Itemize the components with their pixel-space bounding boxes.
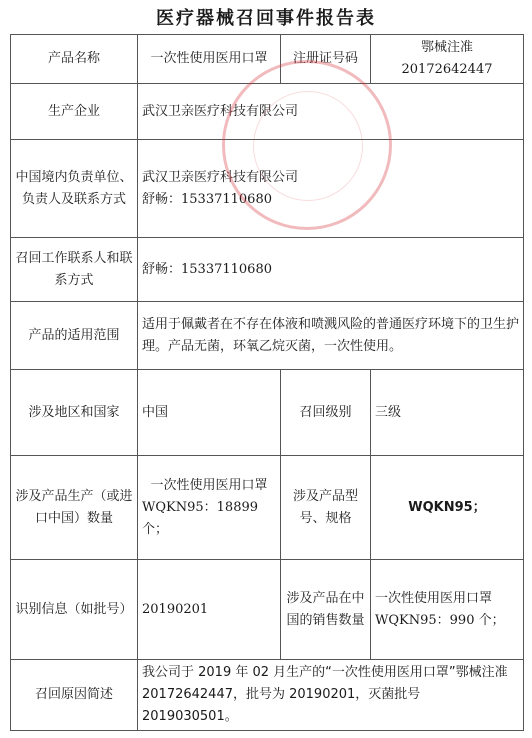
id-value: 20190201 — [138, 560, 281, 660]
region-label: 涉及地区和国家 — [11, 370, 138, 456]
domestic-contact: 舒畅：15337110680 — [142, 191, 272, 207]
product-name-value: 一次性使用医用口罩 — [138, 35, 281, 84]
row-reason — [11, 660, 524, 731]
row-recall-contact — [11, 238, 524, 302]
region-value: 中国 — [138, 370, 281, 456]
row-region — [11, 370, 524, 456]
recall-contact-value: 舒畅：15337110680 — [138, 238, 524, 302]
row-product-name — [11, 35, 524, 84]
reg-no-label: 注册证号码 — [281, 35, 371, 84]
sales-count: WQKN95：990 个； — [375, 612, 505, 628]
sales-value — [371, 560, 524, 660]
row-domestic-contact — [11, 140, 524, 238]
qty-product: 一次性使用医用口罩 — [150, 477, 268, 493]
qty-value — [138, 456, 281, 560]
recall-contact-label: 召回工作联系人和联系方式 — [11, 238, 138, 302]
model-value: WQKN95； — [371, 456, 524, 560]
scope-value: 适用于佩戴者在不存在体液和喷溅风险的普通医疗环境下的卫生护理。产品无菌，环氧乙烷灭菌，一次性使用。 — [138, 302, 524, 370]
domestic-value — [138, 140, 524, 238]
domestic-label: 中国境内负责单位、负责人及联系方式 — [11, 140, 138, 238]
reason-value: 我公司于 2019 年 02 月生产的“一次性使用医用口罩”鄂械注准 20172642447，批号为 20190201，灭菌批号 2019030501。 — [138, 660, 524, 731]
manufacturer-label: 生产企业 — [11, 84, 138, 140]
sales-product: 一次性使用医用口罩 — [375, 590, 493, 606]
recall-level-label: 召回级别 — [281, 370, 371, 456]
qty-count: WQKN95：18899 个； — [142, 499, 259, 537]
row-manufacturer — [11, 84, 524, 140]
manufacturer-value: 武汉卫亲医疗科技有限公司 — [138, 84, 524, 140]
row-identification — [11, 560, 524, 660]
recall-report-table — [10, 34, 524, 731]
product-name-label: 产品名称 — [11, 35, 138, 84]
sales-label: 涉及产品在中国的销售数量 — [281, 560, 371, 660]
reason-label: 召回原因简述 — [11, 660, 138, 731]
document-title: 医疗器械召回事件报告表 — [156, 8, 376, 29]
row-quantity — [11, 456, 524, 560]
scope-label: 产品的适用范围 — [11, 302, 138, 370]
id-label: 识别信息（如批号） — [11, 560, 138, 660]
domestic-company: 武汉卫亲医疗科技有限公司 — [142, 169, 299, 185]
row-scope — [11, 302, 524, 370]
model-label: 涉及产品型号、规格 — [281, 456, 371, 560]
reg-no-value: 鄂械注准 20172642447 — [371, 35, 524, 84]
recall-level-value: 三级 — [371, 370, 524, 456]
qty-label: 涉及产品生产（或进口中国）数量 — [11, 456, 138, 560]
